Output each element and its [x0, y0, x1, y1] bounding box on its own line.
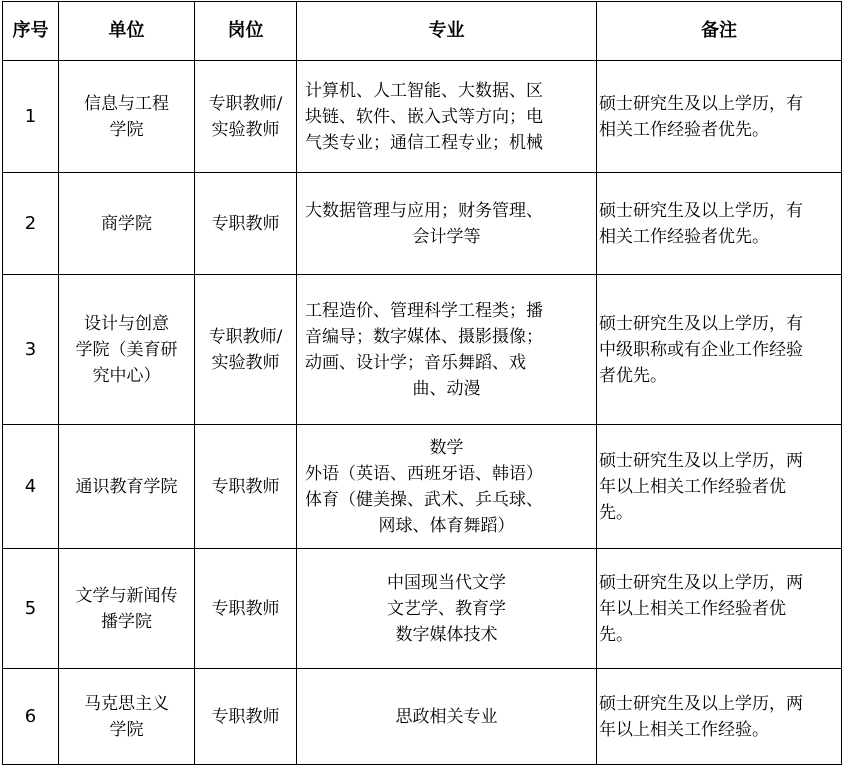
- note-line: 年以上相关工作经验者优: [599, 598, 786, 619]
- table-row: [3, 549, 842, 669]
- major-line: 动画、设计学；音乐舞蹈、戏: [305, 352, 526, 373]
- unit-line: 信息与工程: [84, 93, 169, 114]
- table-row: [3, 425, 842, 549]
- unit-line: 究中心）: [92, 365, 161, 386]
- post-line: 专职教师: [211, 476, 280, 497]
- row-number: 4: [3, 425, 59, 549]
- table-row: [3, 669, 842, 765]
- row-number: 3: [3, 275, 59, 425]
- row-number: 1: [3, 61, 59, 173]
- unit-line: 商学院: [101, 213, 152, 234]
- major-line: 曲、动漫: [412, 378, 481, 399]
- unit-cell: [59, 173, 195, 275]
- unit-cell: [59, 425, 195, 549]
- post-line: 实验教师: [211, 352, 280, 373]
- major-cell: [297, 173, 597, 275]
- note-cell: [597, 669, 842, 765]
- note-line: 者优先。: [599, 365, 667, 386]
- major-line: 数字媒体技术: [395, 624, 498, 645]
- note-line: 相关工作经验者优先。: [599, 226, 769, 247]
- post-cell: [195, 173, 297, 275]
- note-cell: [597, 173, 842, 275]
- post-cell: [195, 61, 297, 173]
- header-major: 专业: [297, 2, 597, 61]
- major-line: 思政相关专业: [395, 706, 498, 727]
- major-line: 计算机、人工智能、大数据、区: [305, 80, 543, 101]
- major-cell: [297, 425, 597, 549]
- note-line: 相关工作经验者优先。: [599, 119, 769, 140]
- major-line: 工程造价、管理科学工程类；播: [305, 300, 543, 321]
- note-line: 硕士研究生及以上学历，两: [599, 693, 803, 714]
- major-line: 数学: [429, 437, 464, 458]
- major-line: 大数据管理与应用；财务管理、: [305, 200, 543, 221]
- note-line: 硕士研究生及以上学历，两: [599, 572, 803, 593]
- major-line: 会计学等: [412, 226, 481, 247]
- note-line: 先。: [599, 624, 633, 645]
- unit-cell: [59, 61, 195, 173]
- row-number: 2: [3, 173, 59, 275]
- header-note: 备注: [597, 2, 842, 61]
- note-line: 硕士研究生及以上学历，两: [599, 450, 803, 471]
- major-cell: [297, 549, 597, 669]
- unit-cell: [59, 669, 195, 765]
- header-row: [3, 2, 842, 61]
- major-line: 外语（英语、西班牙语、韩语）: [305, 463, 543, 484]
- post-line: 专职教师: [211, 598, 280, 619]
- major-line: 网球、体育舞蹈）: [378, 515, 515, 536]
- note-line: 硕士研究生及以上学历，有: [599, 93, 803, 114]
- major-line: 体育（健美操、武术、乒乓球、: [305, 489, 543, 510]
- table-row: [3, 61, 842, 173]
- major-line: 音编导；数字媒体、摄影摄像；: [305, 326, 543, 347]
- note-cell: [597, 425, 842, 549]
- major-cell: [297, 669, 597, 765]
- row-number: 5: [3, 549, 59, 669]
- unit-cell: [59, 275, 195, 425]
- table-row: [3, 173, 842, 275]
- post-line: 实验教师: [211, 119, 280, 140]
- header-post: 岗位: [195, 2, 297, 61]
- recruitment-table: [2, 1, 842, 765]
- unit-line: 设计与创意: [84, 313, 169, 334]
- major-line: 中国现当代文学: [387, 572, 506, 593]
- note-cell: [597, 275, 842, 425]
- header-num: 序号: [3, 2, 59, 61]
- unit-line: 通识教育学院: [75, 476, 178, 497]
- post-cell: [195, 275, 297, 425]
- unit-line: 学院: [109, 119, 144, 140]
- note-line: 硕士研究生及以上学历，有: [599, 313, 803, 334]
- major-line: 块链、软件、嵌入式等方向；电: [305, 106, 543, 127]
- header-unit: 单位: [59, 2, 195, 61]
- note-line: 中级职称或有企业工作经验: [599, 339, 803, 360]
- post-line: 专职教师: [211, 706, 280, 727]
- post-cell: [195, 669, 297, 765]
- post-line: 专职教师/: [208, 326, 283, 347]
- major-line: 气类专业；通信工程专业；机械: [305, 132, 543, 153]
- unit-line: 文学与新闻传: [75, 585, 178, 606]
- row-number: 6: [3, 669, 59, 765]
- table-row: [3, 275, 842, 425]
- major-line: 文艺学、教育学: [387, 598, 506, 619]
- note-line: 先。: [599, 502, 633, 523]
- note-line: 硕士研究生及以上学历，有: [599, 200, 803, 221]
- major-cell: [297, 61, 597, 173]
- unit-line: 播学院: [101, 611, 152, 632]
- note-line: 年以上相关工作经验。: [599, 719, 769, 740]
- post-line: 专职教师/: [208, 93, 283, 114]
- unit-line: 学院（美育研: [75, 339, 178, 360]
- note-cell: [597, 61, 842, 173]
- post-cell: [195, 549, 297, 669]
- major-cell: [297, 275, 597, 425]
- unit-line: 马克思主义: [84, 693, 169, 714]
- note-line: 年以上相关工作经验者优: [599, 476, 786, 497]
- unit-line: 学院: [109, 719, 144, 740]
- post-cell: [195, 425, 297, 549]
- note-cell: [597, 549, 842, 669]
- unit-cell: [59, 549, 195, 669]
- post-line: 专职教师: [211, 213, 280, 234]
